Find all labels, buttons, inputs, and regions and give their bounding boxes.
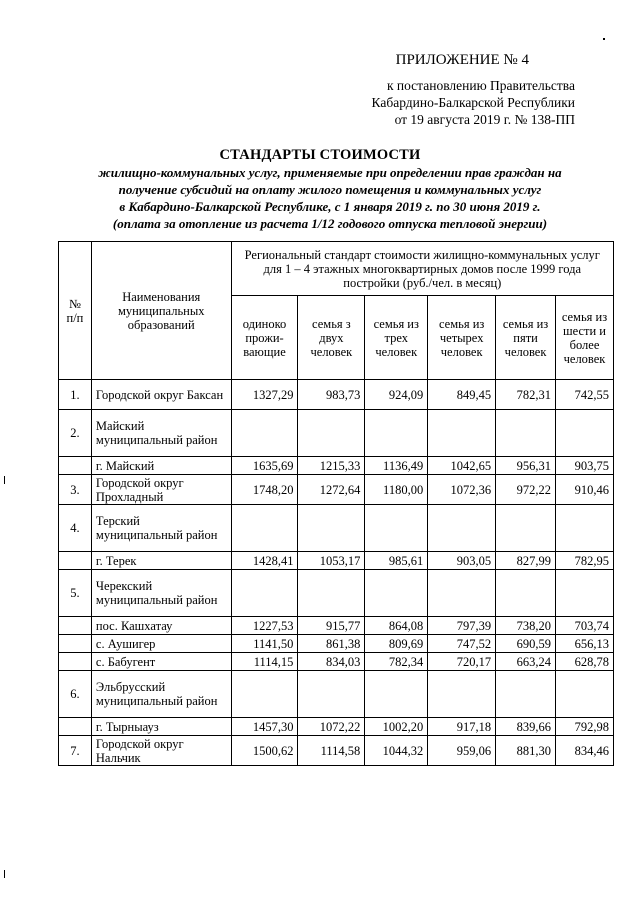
- cost-value: [365, 671, 428, 718]
- cost-value: 628,78: [556, 653, 614, 671]
- cost-value: [231, 410, 298, 457]
- row-number: [59, 617, 92, 635]
- cost-value: 720,17: [428, 653, 496, 671]
- cost-value: 917,18: [428, 718, 496, 736]
- cost-value: 690,59: [496, 635, 556, 653]
- cost-value: 864,08: [365, 617, 428, 635]
- header-sub-4: семья из четырех человек: [428, 296, 496, 380]
- cost-value: 1748,20: [231, 475, 298, 505]
- table-row: [59, 718, 614, 736]
- municipality-name: г. Майский: [91, 457, 231, 475]
- cost-value: 703,74: [556, 617, 614, 635]
- cost-value: 1114,58: [298, 736, 365, 766]
- row-number: [59, 457, 92, 475]
- cost-value: [428, 410, 496, 457]
- cost-value: 1180,00: [365, 475, 428, 505]
- table-row: [59, 552, 614, 570]
- cost-value: 1272,64: [298, 475, 365, 505]
- cost-value: 1044,32: [365, 736, 428, 766]
- cost-value: 742,55: [556, 380, 614, 410]
- cost-value: 1215,33: [298, 457, 365, 475]
- cost-value: 1114,15: [231, 653, 298, 671]
- row-number: 7.: [59, 736, 92, 766]
- table-row: [59, 380, 614, 410]
- cost-value: 782,31: [496, 380, 556, 410]
- cost-value: 1072,36: [428, 475, 496, 505]
- municipality-name: Эльбрусский муниципальный район: [91, 671, 231, 718]
- scan-mark: [603, 38, 605, 40]
- cost-value: [556, 671, 614, 718]
- header-sub-5: семья из пяти человек: [496, 296, 556, 380]
- cost-value: 915,77: [298, 617, 365, 635]
- municipality-name: Черекский муниципальный район: [91, 570, 231, 617]
- municipality-name: Майский муниципальный район: [91, 410, 231, 457]
- cost-value: 849,45: [428, 380, 496, 410]
- municipality-name: Терский муниципальный район: [91, 505, 231, 552]
- row-number: 1.: [59, 380, 92, 410]
- cost-value: 827,99: [496, 552, 556, 570]
- cost-value: 910,46: [556, 475, 614, 505]
- cost-value: 663,24: [496, 653, 556, 671]
- cost-value: 1635,69: [231, 457, 298, 475]
- cost-value: 782,95: [556, 552, 614, 570]
- cost-value: 809,69: [365, 635, 428, 653]
- resolution-line-3: от 19 августа 2019 г. № 138-ПП: [394, 112, 575, 127]
- header-num: № п/п: [59, 242, 92, 380]
- cost-value: 834,03: [298, 653, 365, 671]
- cost-value: 1136,49: [365, 457, 428, 475]
- row-number: 4.: [59, 505, 92, 552]
- municipality-name: пос. Кашхатау: [91, 617, 231, 635]
- cost-value: 1500,62: [231, 736, 298, 766]
- municipality-name: с. Аушигер: [91, 635, 231, 653]
- cost-standards-table: [58, 241, 614, 766]
- table-row: [59, 671, 614, 718]
- cost-value: [231, 505, 298, 552]
- row-number: [59, 552, 92, 570]
- cost-value: 861,38: [298, 635, 365, 653]
- row-number: [59, 718, 92, 736]
- table-row: [59, 475, 614, 505]
- header-name: Наименования муниципальных образований: [91, 242, 231, 380]
- cost-value: 1428,41: [231, 552, 298, 570]
- cost-value: [365, 410, 428, 457]
- cost-value: 972,22: [496, 475, 556, 505]
- row-number: 5.: [59, 570, 92, 617]
- municipality-name: г. Тырныауз: [91, 718, 231, 736]
- subtitle-line-2: получение субсидий на оплату жилого помещения и коммунальных услуг: [118, 182, 542, 197]
- cost-value: [298, 505, 365, 552]
- cost-value: 738,20: [496, 617, 556, 635]
- cost-value: [298, 570, 365, 617]
- document-title: СТАНДАРТЫ СТОИМОСТИ: [219, 147, 421, 163]
- header-group: Региональный стандарт стоимости жилищно-коммунальных услуг для 1 – 4 этажных многоквартирных домов после 1999 года постройки (руб./чел. в месяц): [231, 242, 613, 296]
- municipality-name: Городской округ Прохладный: [91, 475, 231, 505]
- scan-mark: [4, 476, 5, 484]
- row-number: 6.: [59, 671, 92, 718]
- cost-value: 839,66: [496, 718, 556, 736]
- cost-value: [556, 505, 614, 552]
- table-row: [59, 653, 614, 671]
- row-number: [59, 653, 92, 671]
- cost-value: 1227,53: [231, 617, 298, 635]
- cost-value: [428, 505, 496, 552]
- row-number: 2.: [59, 410, 92, 457]
- cost-value: 782,34: [365, 653, 428, 671]
- cost-value: [365, 505, 428, 552]
- municipality-name: Городской округ Нальчик: [91, 736, 231, 766]
- cost-value: 903,75: [556, 457, 614, 475]
- cost-value: 1002,20: [365, 718, 428, 736]
- cost-value: 983,73: [298, 380, 365, 410]
- cost-value: 1141,50: [231, 635, 298, 653]
- cost-value: [428, 671, 496, 718]
- cost-value: 924,09: [365, 380, 428, 410]
- table-row: [59, 410, 614, 457]
- cost-value: [556, 410, 614, 457]
- resolution-line-2: Кабардино-Балкарской Республики: [371, 95, 575, 110]
- cost-value: [496, 671, 556, 718]
- cost-value: 834,46: [556, 736, 614, 766]
- table-row: [59, 505, 614, 552]
- row-number: [59, 635, 92, 653]
- cost-value: [496, 410, 556, 457]
- cost-value: 903,05: [428, 552, 496, 570]
- subtitle-line-3: в Кабардино-Балкарской Республике, с 1 января 2019 г. по 30 июня 2019 г.: [119, 199, 541, 214]
- cost-value: 656,13: [556, 635, 614, 653]
- cost-value: 1053,17: [298, 552, 365, 570]
- cost-value: [556, 570, 614, 617]
- cost-value: [231, 671, 298, 718]
- municipality-name: Городской округ Баксан: [91, 380, 231, 410]
- appendix-number: ПРИЛОЖЕНИЕ № 4: [395, 52, 529, 68]
- cost-value: [496, 505, 556, 552]
- resolution-line-1: к постановлению Правительства: [386, 78, 575, 93]
- cost-value: [231, 570, 298, 617]
- municipality-name: с. Бабугент: [91, 653, 231, 671]
- table-row: [59, 635, 614, 653]
- cost-value: 792,98: [556, 718, 614, 736]
- cost-value: 956,31: [496, 457, 556, 475]
- cost-value: 959,06: [428, 736, 496, 766]
- row-number: 3.: [59, 475, 92, 505]
- cost-value: [365, 570, 428, 617]
- cost-value: [298, 671, 365, 718]
- cost-value: 747,52: [428, 635, 496, 653]
- table-row: [59, 736, 614, 766]
- cost-value: 1327,29: [231, 380, 298, 410]
- cost-value: 881,30: [496, 736, 556, 766]
- header-sub-2: семья з двух человек: [298, 296, 365, 380]
- scan-mark: [4, 870, 5, 878]
- header-sub-1: одиноко прожи-вающие: [231, 296, 298, 380]
- cost-value: 1072,22: [298, 718, 365, 736]
- header-sub-3: семья из трех человек: [365, 296, 428, 380]
- header-sub-6: семья из шести и более человек: [556, 296, 614, 380]
- subtitle-line-4: (оплата за отопление из расчета 1/12 годового отпуска тепловой энергии): [112, 216, 548, 231]
- table-row: [59, 570, 614, 617]
- table-row: [59, 457, 614, 475]
- cost-value: [298, 410, 365, 457]
- cost-value: [428, 570, 496, 617]
- table-row: [59, 617, 614, 635]
- cost-value: 985,61: [365, 552, 428, 570]
- municipality-name: г. Терек: [91, 552, 231, 570]
- subtitle-line-1: жилищно-коммунальных услуг, применяемые при определении прав граждан на: [98, 165, 562, 180]
- cost-value: [496, 570, 556, 617]
- cost-value: 797,39: [428, 617, 496, 635]
- cost-value: 1042,65: [428, 457, 496, 475]
- cost-value: 1457,30: [231, 718, 298, 736]
